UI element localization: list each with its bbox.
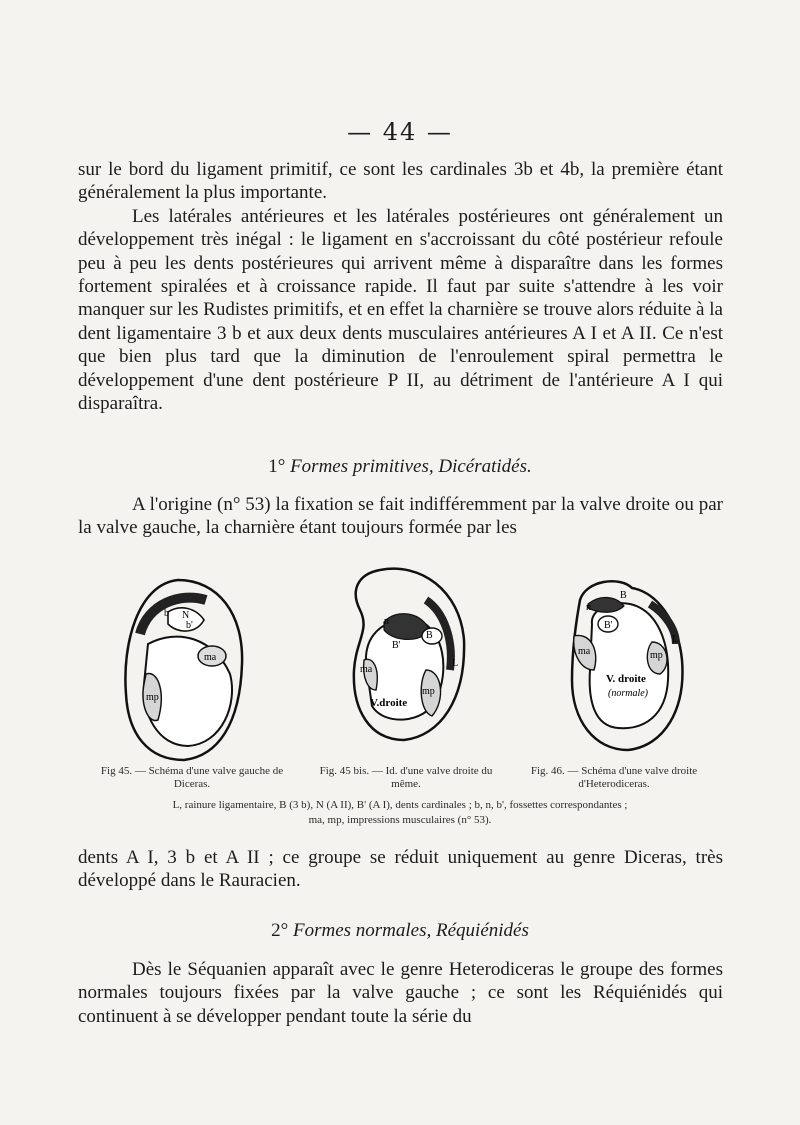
section-number: 2° — [271, 920, 289, 941]
caption-fig-45: Fig 45. — Schéma d'une valve gauche de Diceras. — [100, 765, 284, 790]
figure-46 — [560, 570, 690, 760]
intro-text — [78, 158, 723, 415]
fig45-label-n: N — [182, 610, 190, 621]
fig46-label-b: B — [620, 590, 627, 601]
legend-line-1: L, rainure ligamentaire, B (3 b), N (A II), B' (A I), dents cardinales ; b, n, b', fossettes correspondantes ; — [172, 799, 628, 811]
fig45-label-b-prime: b' — [186, 620, 193, 631]
fig46-label-vdroite: V. droite — [606, 673, 646, 685]
paragraph-final: Dès le Séquanien apparaît avec le genre Heterodiceras le groupe des formes normales toujours fixées par la valve gauche ; ce sont les Réquiénidés qui continuent à se développer pendant toute la série du — [78, 959, 723, 1027]
caption-fig-46: Fig. 46. — Schéma d'une valve droite d'Heterodiceras. — [530, 765, 698, 790]
figure-45-bis — [340, 560, 470, 760]
figures-area — [0, 560, 800, 760]
fig46-label-mp: mp — [650, 650, 663, 661]
section-number: 1° — [268, 456, 286, 477]
fig45bis-label-b-prime: B' — [392, 640, 401, 651]
caption-fig-45-bis: Fig. 45 bis. — Id. d'une valve droite du même. — [319, 765, 493, 790]
fig45-label-mp: mp — [146, 692, 159, 703]
figure-legend — [90, 798, 710, 828]
paragraph-cardinales: sur le bord du ligament primitif, ce sont les cardinales 3b et 4b, la première étant généralement la plus importante. — [78, 159, 723, 204]
fig45bis-label-ma: ma — [360, 664, 373, 675]
fig46-label-ma: ma — [578, 646, 591, 657]
fig45bis-label-vdroite: V.droite — [370, 697, 408, 709]
paragraph-after-figures: dents A I, 3 b et A II ; ce groupe se réduit uniquement au genre Diceras, très développé dans le Rauracien. — [78, 847, 723, 892]
figure-45 — [118, 574, 248, 764]
fig46-label-b-prime: B' — [604, 620, 613, 631]
fig46-label-l: L — [672, 634, 679, 645]
fig45bis-label-l: L — [452, 658, 459, 669]
fig46-label-normale: (normale) — [608, 688, 648, 699]
section-title: Formes normales, Réquiénidés — [292, 920, 529, 941]
section-title: Formes primitives, Dicératidés. — [290, 456, 532, 477]
fig46-label-n: n — [586, 602, 591, 613]
fig45bis-label-b: B — [426, 630, 433, 641]
paragraph-laterales: Les latérales antérieures et les latérales postérieures ont généralement un développement très inégal : le ligament en s'accroissant du côté postérieur refoule peu à peu les dents postérieures qui arrivent même à disparaître dans les formes fortement spiralées et à croissance rapide. Il faut par suite s'attendre à les voir manquer sur les Rudistes primitifs, et en effet la charnière se trouve alors réduite à la dent ligamentaire 3 b et aux deux dents musculaires antérieures A I et A II. Ce n'est que bien plus tard que la diminution de l'enroulement spiral permettra le développement d'une dent postérieure P II, au détriment de l'antérieure A I qui disparaîtra. — [78, 205, 723, 415]
fig45bis-label-mp: mp — [422, 686, 435, 697]
page-number: — 44 — — [347, 118, 453, 146]
paragraph-origine: A l'origine (n° 53) la fixation se fait indifféremment par la valve droite ou par la valve gauche, la charnière étant toujours formée par les — [78, 494, 723, 539]
fig45-label-ma: ma — [204, 652, 217, 663]
section-heading-2 — [0, 920, 800, 942]
fig45bis-label-n: n — [384, 616, 389, 627]
legend-line-2: ma, mp, impressions musculaires (n° 53). — [308, 814, 492, 826]
section-heading-1 — [0, 456, 800, 478]
fig45-label-b: b — [164, 608, 169, 619]
